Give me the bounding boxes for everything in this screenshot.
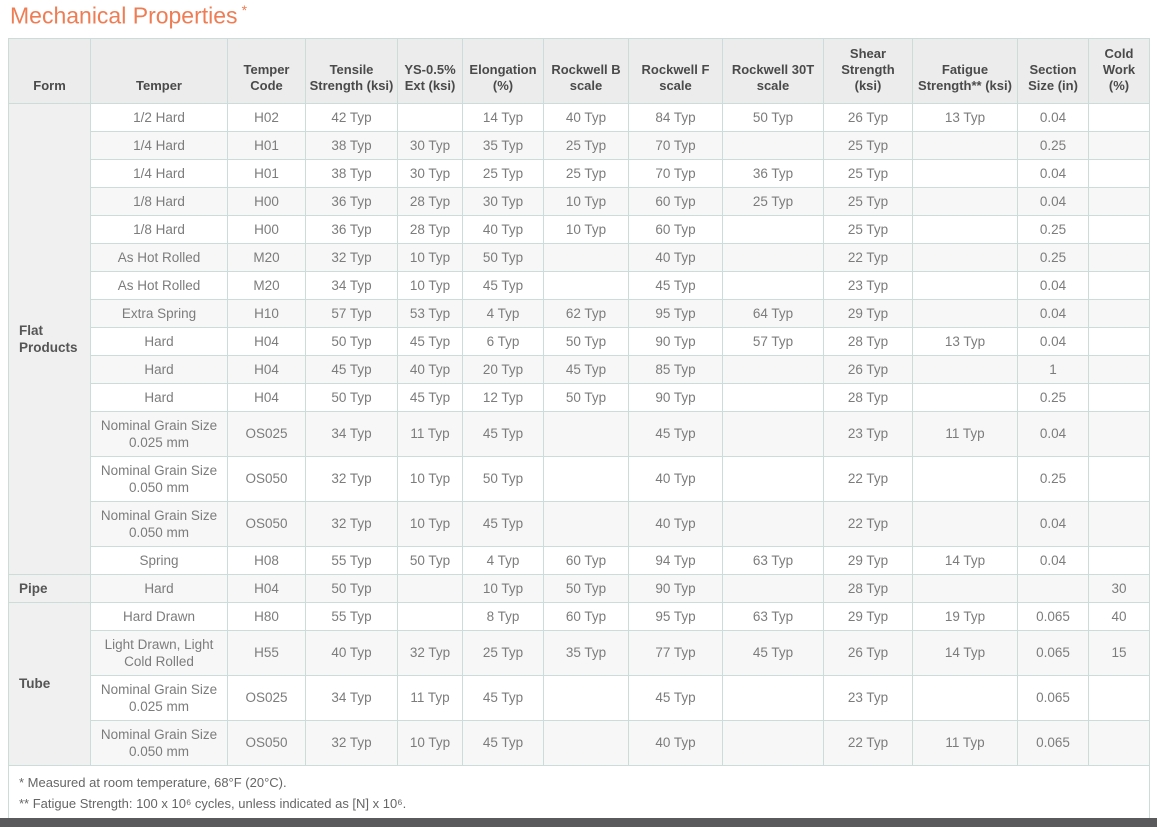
value-cell bbox=[913, 187, 1018, 215]
value-cell: OS050 bbox=[228, 720, 306, 765]
value-cell: 0.065 bbox=[1018, 630, 1089, 675]
value-cell: 8 Typ bbox=[463, 602, 544, 630]
form-group-label: Tube bbox=[9, 602, 91, 765]
value-cell: H04 bbox=[228, 574, 306, 602]
value-cell bbox=[723, 720, 824, 765]
value-cell: 38 Typ bbox=[306, 131, 398, 159]
value-cell bbox=[1089, 299, 1150, 327]
value-cell: 25 Typ bbox=[824, 215, 913, 243]
value-cell: H00 bbox=[228, 215, 306, 243]
value-cell bbox=[913, 243, 1018, 271]
value-cell: 45 Typ bbox=[398, 383, 463, 411]
value-cell bbox=[1089, 501, 1150, 546]
value-cell: 6 Typ bbox=[463, 327, 544, 355]
value-cell bbox=[913, 159, 1018, 187]
value-cell: OS050 bbox=[228, 456, 306, 501]
value-cell bbox=[913, 501, 1018, 546]
value-cell: M20 bbox=[228, 271, 306, 299]
value-cell: 10 Typ bbox=[544, 215, 629, 243]
value-cell: 90 Typ bbox=[629, 383, 723, 411]
value-cell bbox=[723, 355, 824, 383]
page-content bbox=[0, 2, 1157, 821]
value-cell: 62 Typ bbox=[544, 299, 629, 327]
value-cell: 22 Typ bbox=[824, 501, 913, 546]
value-cell bbox=[913, 131, 1018, 159]
value-cell: 45 Typ bbox=[463, 411, 544, 456]
value-cell: 0.065 bbox=[1018, 720, 1089, 765]
value-cell bbox=[1089, 456, 1150, 501]
value-cell: 57 Typ bbox=[306, 299, 398, 327]
value-cell: 85 Typ bbox=[629, 355, 723, 383]
value-cell: 50 Typ bbox=[544, 383, 629, 411]
value-cell: 40 Typ bbox=[463, 215, 544, 243]
value-cell: 50 Typ bbox=[723, 103, 824, 131]
value-cell: 15 bbox=[1089, 630, 1150, 675]
temper-cell: As Hot Rolled bbox=[91, 271, 228, 299]
value-cell bbox=[1089, 187, 1150, 215]
value-cell: 1 bbox=[1018, 355, 1089, 383]
column-header-5: Elongation (%) bbox=[463, 38, 544, 103]
value-cell bbox=[1089, 675, 1150, 720]
value-cell: 42 Typ bbox=[306, 103, 398, 131]
value-cell: 35 Typ bbox=[544, 630, 629, 675]
value-cell bbox=[544, 675, 629, 720]
table-row bbox=[9, 103, 1150, 131]
value-cell: H04 bbox=[228, 383, 306, 411]
value-cell bbox=[1018, 574, 1089, 602]
table-row bbox=[9, 271, 1150, 299]
value-cell: 45 Typ bbox=[463, 501, 544, 546]
table-row bbox=[9, 131, 1150, 159]
value-cell: 50 Typ bbox=[544, 327, 629, 355]
value-cell bbox=[913, 383, 1018, 411]
value-cell: 22 Typ bbox=[824, 456, 913, 501]
temper-cell: 1/4 Hard bbox=[91, 131, 228, 159]
value-cell: 28 Typ bbox=[824, 383, 913, 411]
temper-cell: Nominal Grain Size 0.050 mm bbox=[91, 720, 228, 765]
value-cell: 38 Typ bbox=[306, 159, 398, 187]
value-cell bbox=[723, 271, 824, 299]
value-cell: 0.25 bbox=[1018, 456, 1089, 501]
value-cell: 26 Typ bbox=[824, 355, 913, 383]
value-cell: 28 Typ bbox=[398, 187, 463, 215]
value-cell bbox=[723, 574, 824, 602]
value-cell: 12 Typ bbox=[463, 383, 544, 411]
value-cell: 30 Typ bbox=[463, 187, 544, 215]
value-cell: 77 Typ bbox=[629, 630, 723, 675]
value-cell: 0.04 bbox=[1018, 327, 1089, 355]
value-cell: H08 bbox=[228, 546, 306, 574]
value-cell bbox=[544, 243, 629, 271]
value-cell: 10 Typ bbox=[398, 720, 463, 765]
value-cell: 63 Typ bbox=[723, 602, 824, 630]
table-header-row bbox=[9, 38, 1150, 103]
table-row bbox=[9, 574, 1150, 602]
value-cell bbox=[913, 271, 1018, 299]
value-cell: 36 Typ bbox=[306, 187, 398, 215]
value-cell: OS025 bbox=[228, 411, 306, 456]
value-cell: 4 Typ bbox=[463, 299, 544, 327]
form-group-label: Flat Products bbox=[9, 103, 91, 574]
value-cell: 28 Typ bbox=[824, 327, 913, 355]
value-cell: 70 Typ bbox=[629, 159, 723, 187]
column-header-3: Tensile Strength (ksi) bbox=[306, 38, 398, 103]
table-row bbox=[9, 456, 1150, 501]
value-cell: H02 bbox=[228, 103, 306, 131]
value-cell: 23 Typ bbox=[824, 675, 913, 720]
value-cell: 0.04 bbox=[1018, 159, 1089, 187]
value-cell: 29 Typ bbox=[824, 546, 913, 574]
temper-cell: 1/8 Hard bbox=[91, 187, 228, 215]
value-cell: 23 Typ bbox=[824, 411, 913, 456]
value-cell: 13 Typ bbox=[913, 327, 1018, 355]
value-cell: 60 Typ bbox=[544, 602, 629, 630]
value-cell: 84 Typ bbox=[629, 103, 723, 131]
value-cell: 26 Typ bbox=[824, 103, 913, 131]
value-cell: 0.25 bbox=[1018, 243, 1089, 271]
value-cell: 32 Typ bbox=[398, 630, 463, 675]
value-cell: 0.065 bbox=[1018, 675, 1089, 720]
value-cell: 50 Typ bbox=[463, 243, 544, 271]
value-cell: H04 bbox=[228, 355, 306, 383]
value-cell bbox=[913, 675, 1018, 720]
value-cell bbox=[913, 215, 1018, 243]
value-cell: 50 Typ bbox=[463, 456, 544, 501]
value-cell bbox=[913, 299, 1018, 327]
value-cell bbox=[913, 456, 1018, 501]
value-cell: 10 Typ bbox=[398, 456, 463, 501]
value-cell: 45 Typ bbox=[398, 327, 463, 355]
value-cell: 90 Typ bbox=[629, 327, 723, 355]
value-cell bbox=[398, 103, 463, 131]
value-cell: 45 Typ bbox=[723, 630, 824, 675]
value-cell bbox=[723, 456, 824, 501]
value-cell: H80 bbox=[228, 602, 306, 630]
table-body bbox=[9, 103, 1150, 765]
column-header-2: Temper Code bbox=[228, 38, 306, 103]
value-cell: 50 Typ bbox=[306, 574, 398, 602]
value-cell: 50 Typ bbox=[544, 574, 629, 602]
value-cell: 95 Typ bbox=[629, 299, 723, 327]
value-cell: 30 Typ bbox=[398, 131, 463, 159]
value-cell: 40 Typ bbox=[398, 355, 463, 383]
value-cell: 50 Typ bbox=[398, 546, 463, 574]
value-cell: 25 Typ bbox=[824, 131, 913, 159]
table-row bbox=[9, 546, 1150, 574]
value-cell: 10 Typ bbox=[398, 501, 463, 546]
value-cell: 55 Typ bbox=[306, 602, 398, 630]
value-cell: 32 Typ bbox=[306, 456, 398, 501]
value-cell: 29 Typ bbox=[824, 602, 913, 630]
value-cell bbox=[1089, 327, 1150, 355]
value-cell: 50 Typ bbox=[306, 383, 398, 411]
value-cell bbox=[1089, 131, 1150, 159]
value-cell: 32 Typ bbox=[306, 243, 398, 271]
table-row bbox=[9, 675, 1150, 720]
value-cell: 14 Typ bbox=[913, 630, 1018, 675]
table-row bbox=[9, 720, 1150, 765]
temper-cell: 1/4 Hard bbox=[91, 159, 228, 187]
value-cell bbox=[544, 501, 629, 546]
value-cell: 25 Typ bbox=[824, 187, 913, 215]
value-cell: 90 Typ bbox=[629, 574, 723, 602]
value-cell: 10 Typ bbox=[398, 271, 463, 299]
column-header-4: YS-0.5% Ext (ksi) bbox=[398, 38, 463, 103]
footnote-2: ** Fatigue Strength: 100 x 10⁶ cycles, unless indicated as [N] x 10⁶. bbox=[19, 795, 407, 811]
value-cell: 45 Typ bbox=[544, 355, 629, 383]
temper-cell: As Hot Rolled bbox=[91, 243, 228, 271]
value-cell bbox=[1089, 720, 1150, 765]
table-row bbox=[9, 630, 1150, 675]
value-cell: 60 Typ bbox=[629, 187, 723, 215]
value-cell: 45 Typ bbox=[463, 271, 544, 299]
table-header bbox=[9, 38, 1150, 103]
page-title-asterisk: * bbox=[241, 2, 248, 18]
value-cell: 53 Typ bbox=[398, 299, 463, 327]
value-cell: 70 Typ bbox=[629, 131, 723, 159]
bottom-strip bbox=[0, 818, 1157, 827]
value-cell bbox=[544, 456, 629, 501]
value-cell: 40 Typ bbox=[629, 243, 723, 271]
value-cell: 34 Typ bbox=[306, 271, 398, 299]
value-cell: 0.04 bbox=[1018, 271, 1089, 299]
value-cell: 0.04 bbox=[1018, 299, 1089, 327]
value-cell: 40 Typ bbox=[629, 456, 723, 501]
value-cell: 64 Typ bbox=[723, 299, 824, 327]
table-row bbox=[9, 243, 1150, 271]
value-cell: 57 Typ bbox=[723, 327, 824, 355]
value-cell: 36 Typ bbox=[723, 159, 824, 187]
value-cell: OS025 bbox=[228, 675, 306, 720]
value-cell bbox=[544, 271, 629, 299]
value-cell bbox=[544, 720, 629, 765]
table-row bbox=[9, 355, 1150, 383]
value-cell: 63 Typ bbox=[723, 546, 824, 574]
value-cell: 11 Typ bbox=[913, 411, 1018, 456]
temper-cell: 1/8 Hard bbox=[91, 215, 228, 243]
value-cell: 13 Typ bbox=[913, 103, 1018, 131]
column-header-10: Fatigue Strength** (ksi) bbox=[913, 38, 1018, 103]
value-cell: H01 bbox=[228, 159, 306, 187]
value-cell: 4 Typ bbox=[463, 546, 544, 574]
temper-cell: Nominal Grain Size 0.050 mm bbox=[91, 501, 228, 546]
value-cell: 40 Typ bbox=[629, 501, 723, 546]
value-cell: 11 Typ bbox=[913, 720, 1018, 765]
value-cell: 10 Typ bbox=[463, 574, 544, 602]
value-cell: 45 Typ bbox=[629, 411, 723, 456]
value-cell bbox=[1089, 546, 1150, 574]
temper-cell: Nominal Grain Size 0.025 mm bbox=[91, 411, 228, 456]
value-cell: 45 Typ bbox=[463, 720, 544, 765]
footnote-row bbox=[9, 765, 1150, 820]
column-header-1: Temper bbox=[91, 38, 228, 103]
column-header-7: Rockwell F scale bbox=[629, 38, 723, 103]
value-cell bbox=[723, 383, 824, 411]
table-row bbox=[9, 159, 1150, 187]
table-row bbox=[9, 327, 1150, 355]
value-cell: 32 Typ bbox=[306, 720, 398, 765]
column-header-12: Cold Work (%) bbox=[1089, 38, 1150, 103]
value-cell: 34 Typ bbox=[306, 675, 398, 720]
value-cell: 0.04 bbox=[1018, 546, 1089, 574]
table-row bbox=[9, 215, 1150, 243]
value-cell: 0.04 bbox=[1018, 411, 1089, 456]
page-title-text: Mechanical Properties bbox=[10, 2, 238, 29]
value-cell bbox=[723, 501, 824, 546]
value-cell: 10 Typ bbox=[544, 187, 629, 215]
value-cell bbox=[1089, 215, 1150, 243]
value-cell: H00 bbox=[228, 187, 306, 215]
temper-cell: Spring bbox=[91, 546, 228, 574]
table-row bbox=[9, 299, 1150, 327]
value-cell: 95 Typ bbox=[629, 602, 723, 630]
value-cell bbox=[1089, 383, 1150, 411]
value-cell bbox=[723, 243, 824, 271]
value-cell: 25 Typ bbox=[544, 159, 629, 187]
table-row bbox=[9, 501, 1150, 546]
value-cell: H10 bbox=[228, 299, 306, 327]
value-cell: 30 Typ bbox=[398, 159, 463, 187]
temper-cell: Extra Spring bbox=[91, 299, 228, 327]
value-cell bbox=[1089, 159, 1150, 187]
value-cell: 0.065 bbox=[1018, 602, 1089, 630]
value-cell: 10 Typ bbox=[398, 243, 463, 271]
table-row bbox=[9, 602, 1150, 630]
table-row bbox=[9, 411, 1150, 456]
value-cell: 0.25 bbox=[1018, 131, 1089, 159]
value-cell bbox=[1089, 271, 1150, 299]
mechanical-properties-table bbox=[8, 38, 1150, 821]
temper-cell: Nominal Grain Size 0.050 mm bbox=[91, 456, 228, 501]
value-cell: M20 bbox=[228, 243, 306, 271]
column-header-11: Section Size (in) bbox=[1018, 38, 1089, 103]
footnote-cell bbox=[9, 765, 1150, 820]
value-cell: 0.25 bbox=[1018, 383, 1089, 411]
value-cell: 19 Typ bbox=[913, 602, 1018, 630]
value-cell bbox=[398, 602, 463, 630]
value-cell: H04 bbox=[228, 327, 306, 355]
column-header-0: Form bbox=[9, 38, 91, 103]
value-cell: 26 Typ bbox=[824, 630, 913, 675]
value-cell bbox=[544, 411, 629, 456]
value-cell: 34 Typ bbox=[306, 411, 398, 456]
value-cell bbox=[1089, 411, 1150, 456]
value-cell: 0.04 bbox=[1018, 501, 1089, 546]
value-cell: 45 Typ bbox=[463, 675, 544, 720]
temper-cell: Hard bbox=[91, 574, 228, 602]
temper-cell: Light Drawn, Light Cold Rolled bbox=[91, 630, 228, 675]
value-cell: 20 Typ bbox=[463, 355, 544, 383]
temper-cell: 1/2 Hard bbox=[91, 103, 228, 131]
temper-cell: Hard bbox=[91, 327, 228, 355]
value-cell: 36 Typ bbox=[306, 215, 398, 243]
value-cell bbox=[1089, 243, 1150, 271]
value-cell: OS050 bbox=[228, 501, 306, 546]
value-cell: 28 Typ bbox=[398, 215, 463, 243]
value-cell: 40 Typ bbox=[544, 103, 629, 131]
value-cell: 60 Typ bbox=[544, 546, 629, 574]
column-header-8: Rockwell 30T scale bbox=[723, 38, 824, 103]
value-cell: 55 Typ bbox=[306, 546, 398, 574]
value-cell: 45 Typ bbox=[306, 355, 398, 383]
form-group-label: Pipe bbox=[9, 574, 91, 602]
column-header-6: Rockwell B scale bbox=[544, 38, 629, 103]
temper-cell: Hard bbox=[91, 383, 228, 411]
value-cell: 11 Typ bbox=[398, 411, 463, 456]
page-title bbox=[10, 2, 1149, 30]
column-header-9: Shear Strength (ksi) bbox=[824, 38, 913, 103]
value-cell: 25 Typ bbox=[723, 187, 824, 215]
value-cell: 60 Typ bbox=[629, 215, 723, 243]
value-cell: 11 Typ bbox=[398, 675, 463, 720]
value-cell: 29 Typ bbox=[824, 299, 913, 327]
value-cell: 0.04 bbox=[1018, 103, 1089, 131]
value-cell: 22 Typ bbox=[824, 243, 913, 271]
table-footer bbox=[9, 765, 1150, 820]
value-cell: 14 Typ bbox=[463, 103, 544, 131]
value-cell bbox=[723, 215, 824, 243]
value-cell: 32 Typ bbox=[306, 501, 398, 546]
value-cell: H55 bbox=[228, 630, 306, 675]
value-cell: 23 Typ bbox=[824, 271, 913, 299]
value-cell bbox=[913, 355, 1018, 383]
value-cell: 25 Typ bbox=[463, 159, 544, 187]
footnote-1: * Measured at room temperature, 68°F (20°C). bbox=[19, 774, 287, 790]
value-cell: 30 bbox=[1089, 574, 1150, 602]
value-cell: 0.25 bbox=[1018, 215, 1089, 243]
value-cell: 28 Typ bbox=[824, 574, 913, 602]
temper-cell: Nominal Grain Size 0.025 mm bbox=[91, 675, 228, 720]
value-cell: 50 Typ bbox=[306, 327, 398, 355]
value-cell: 45 Typ bbox=[629, 675, 723, 720]
value-cell: 14 Typ bbox=[913, 546, 1018, 574]
value-cell: 45 Typ bbox=[629, 271, 723, 299]
value-cell bbox=[1089, 103, 1150, 131]
value-cell: 25 Typ bbox=[824, 159, 913, 187]
value-cell: 40 Typ bbox=[629, 720, 723, 765]
value-cell: 22 Typ bbox=[824, 720, 913, 765]
value-cell: 25 Typ bbox=[544, 131, 629, 159]
value-cell: H01 bbox=[228, 131, 306, 159]
table-row bbox=[9, 187, 1150, 215]
value-cell bbox=[723, 675, 824, 720]
value-cell bbox=[723, 131, 824, 159]
value-cell: 35 Typ bbox=[463, 131, 544, 159]
value-cell: 25 Typ bbox=[463, 630, 544, 675]
value-cell bbox=[913, 574, 1018, 602]
value-cell: 40 Typ bbox=[306, 630, 398, 675]
temper-cell: Hard bbox=[91, 355, 228, 383]
value-cell: 40 bbox=[1089, 602, 1150, 630]
value-cell bbox=[398, 574, 463, 602]
table-row bbox=[9, 383, 1150, 411]
value-cell: 94 Typ bbox=[629, 546, 723, 574]
value-cell: 0.04 bbox=[1018, 187, 1089, 215]
value-cell bbox=[723, 411, 824, 456]
value-cell bbox=[1089, 355, 1150, 383]
temper-cell: Hard Drawn bbox=[91, 602, 228, 630]
